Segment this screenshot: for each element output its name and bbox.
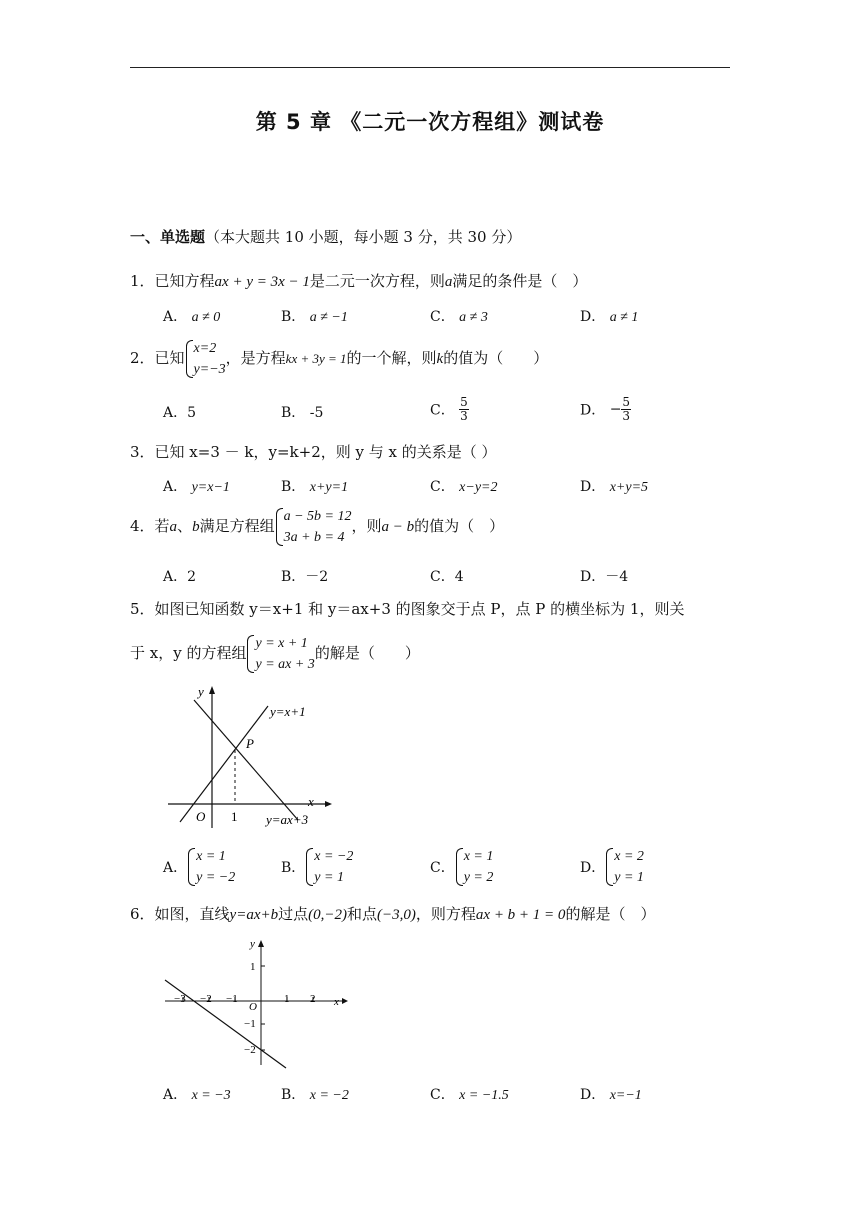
q5-option-c[interactable]: C． x = 1 y = 2	[430, 846, 493, 888]
q5-x-label: x	[308, 794, 314, 809]
q5-x-arrow	[325, 801, 332, 807]
q5-origin: O	[196, 809, 206, 824]
q6-option-a[interactable]: A． x = −3	[163, 1087, 231, 1103]
page-title: 第 5 章 《二元一次方程组》测试卷	[255, 110, 605, 134]
q5-y-label: y	[198, 684, 204, 699]
q1-option-a[interactable]: A． a ≠ 0	[163, 309, 221, 325]
q5-line2-label: y=ax+3	[266, 812, 309, 827]
question-2: 2．已知 x=2 y=−3 ，是方程kx + 3y = 1的一个解，则k的值为（ ）	[130, 338, 548, 380]
q1-suffix2: 满足的条件是（ ）	[452, 272, 588, 290]
q2-system: x=2 y=−3	[185, 338, 226, 380]
question-5-line2: 于 x，y 的方程组 y = x + 1 y = ax + 3 的解是（ ）	[130, 633, 420, 675]
q6-ytick-1: 1	[250, 961, 256, 973]
q5-line1-label: y=x+1	[270, 704, 306, 719]
question-5-line1: 5．如图已知函数 y＝x+1 和 y＝ax+3 的图象交于点 P，点 P 的横坐标为 1，则关	[130, 600, 685, 618]
q5-system: y = x + 1 y = ax + 3	[246, 633, 314, 675]
q2-d-fraction: $\frac{5}{3}$	[622, 395, 631, 423]
section-label: 一、单选题	[130, 228, 206, 246]
q2-c-fraction: $\frac{5}{3}$	[460, 395, 468, 423]
q1-equation: ax + y = 3x − 1	[214, 274, 310, 290]
q5-y-arrow	[209, 686, 215, 694]
q6-ytick-neg2: −2	[244, 1044, 256, 1056]
question-3: 3．已知 x=3 － k，y=k+2，则 y 与 x 的关系是（ ）	[130, 443, 497, 461]
q4-system: a − 5b = 12 3a + b = 4	[275, 506, 352, 548]
q6-x-label: x	[334, 996, 339, 1008]
q4-option-c[interactable]: C．4	[430, 569, 464, 585]
q6-xtick-neg3: −3	[174, 993, 186, 1005]
q6-option-d[interactable]: D． x=−1	[580, 1087, 642, 1103]
q6-origin: O	[249, 1001, 257, 1013]
q5-point-p: P	[246, 736, 254, 751]
q5-tick-1: 1	[231, 809, 238, 824]
q6-graph	[160, 935, 350, 1070]
question-1	[130, 270, 587, 291]
q6-xtick-1: 1	[284, 993, 290, 1005]
q3-option-d[interactable]: D． x+y=5	[580, 479, 649, 495]
q6-xtick-neg2: −2	[200, 993, 212, 1005]
q6-option-c[interactable]: C． x = −1.5	[430, 1087, 509, 1103]
q3-option-a[interactable]: A． y=x−1	[163, 479, 230, 495]
q6-y-arrow	[258, 940, 264, 947]
q6-x-arrow	[342, 998, 348, 1004]
question-6: 6．如图，直线y=ax+b过点(0,−2)和点(−3,0)，则方程ax + b + 1 = 0的解是（ ）	[130, 905, 656, 923]
q1-suffix: 是二元一次方程，则	[309, 272, 445, 290]
q1-option-c[interactable]: C． a ≠ 3	[430, 309, 488, 325]
section-note: （本大题共 10 小题，每小题 3 分，共 30 分）	[205, 228, 522, 246]
q4-option-b[interactable]: B．－2	[281, 569, 329, 585]
q2-option-d[interactable]: D． − $\frac{5}{3}$	[580, 395, 631, 423]
q4-option-d[interactable]: D．－4	[580, 569, 629, 585]
q1-option-b[interactable]: B． a ≠ −1	[281, 309, 348, 325]
question-4: 4．若a、b满足方程组 a − 5b = 12 3a + b = 4 ，则a − b的值为（ ）	[130, 506, 504, 548]
q5-option-d[interactable]: D． x = 2 y = 1	[580, 846, 644, 888]
q2-option-c[interactable]: C． $\frac{5}{3}$	[430, 395, 468, 423]
q6-y-label: y	[250, 938, 255, 950]
q4-option-a[interactable]: A．2	[163, 569, 197, 585]
q2-option-b[interactable]: B． -5	[281, 405, 324, 421]
q6-option-b[interactable]: B． x = −2	[281, 1087, 349, 1103]
q3-option-c[interactable]: C． x−y=2	[430, 479, 498, 495]
q6-ytick-neg1: −1	[244, 1018, 256, 1030]
q5-graph	[160, 680, 340, 830]
q5-option-b[interactable]: B． x = −2 y = 1	[281, 846, 353, 888]
q3-option-b[interactable]: B． x+y=1	[281, 479, 349, 495]
section-heading	[130, 226, 521, 247]
q6-xtick-2: 2	[310, 993, 316, 1005]
q5-option-a[interactable]: A． x = 1 y = −2	[163, 846, 235, 888]
header-rule	[130, 67, 730, 68]
q1-prefix: 1．已知方程	[130, 272, 215, 290]
q1-var: a	[444, 274, 453, 290]
q1-option-d[interactable]: D． a ≠ 1	[580, 309, 639, 325]
q2-option-a[interactable]: A．5	[163, 405, 197, 421]
q6-xtick-neg1: −1	[226, 993, 238, 1005]
